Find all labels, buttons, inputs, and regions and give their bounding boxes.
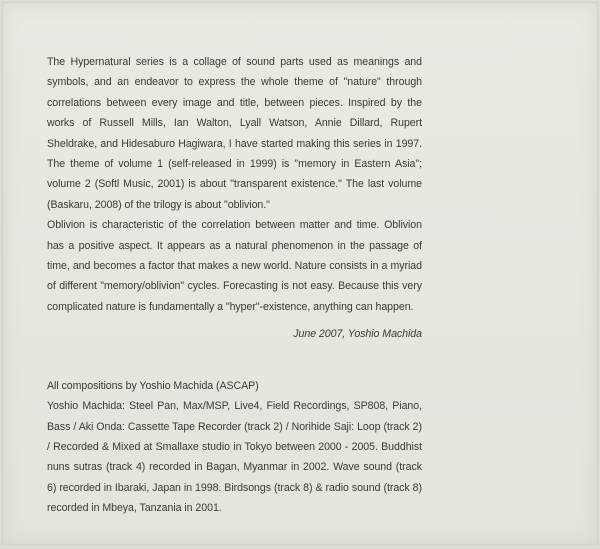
essay-signature: June 2007, Yoshio Machida: [293, 328, 422, 341]
personnel-credits: Yoshio Machida: Steel Pan, Max/MSP, Live4, Field Recordings, SP808, Piano, Bass / Aki Onda: Cassette Tape Recorder (track 2) / Norihide Saji: Loop (track 2) / Recorded & Mixed at Smallaxe studio in Tokyo between 2000 - 2005. Buddhist nuns sutras (track 4) recorded in Bagan, Myanmar in 2002. Wave sound (track 6) recorded in Ibaraki, Japan in 1998. Birdsongs (track 8) & radio sound (track 8) recorded in Mbeya, Tanzania in 2001.: [47, 400, 422, 515]
liner-notes-page: [2, 2, 598, 545]
essay-paragraph-1: The Hypernatural series is a collage of sound parts used as meanings and symbols, and an endeavor to express the whole theme of "nature" through correlations between every image and title, between pieces. Inspired by the works of Russell Mills, Ian Walton, Lyall Watson, Annie Dillard, Rupert Sheldrake, and Hidesaburo Hagiwara, I have started making this series in 1997. The theme of volume 1 (self-released in 1999) is "memory in Eastern Asia"; volume 2 (Softl Music, 2001) is about "transparent existence." The last volume (Baskaru, 2008) of the trilogy is about "oblivion.": [47, 56, 422, 211]
compositions-credit: All compositions by Yoshio Machida (ASCAP): [47, 379, 259, 392]
essay-paragraph-2: Oblivion is characteristic of the correlation between matter and time. Oblivion has a positive aspect. It appears as a natural phenomenon in the passage of time, and becomes a factor that makes a new world. Nature consists in a myriad of different "memory/oblivion" cycles. Forecasting is not easy. Because this very complicated nature is fundamentally a "hyper"-existence, anything can happen.: [47, 219, 422, 313]
liner-notes-text: [47, 52, 422, 519]
credits-section: [47, 376, 422, 519]
